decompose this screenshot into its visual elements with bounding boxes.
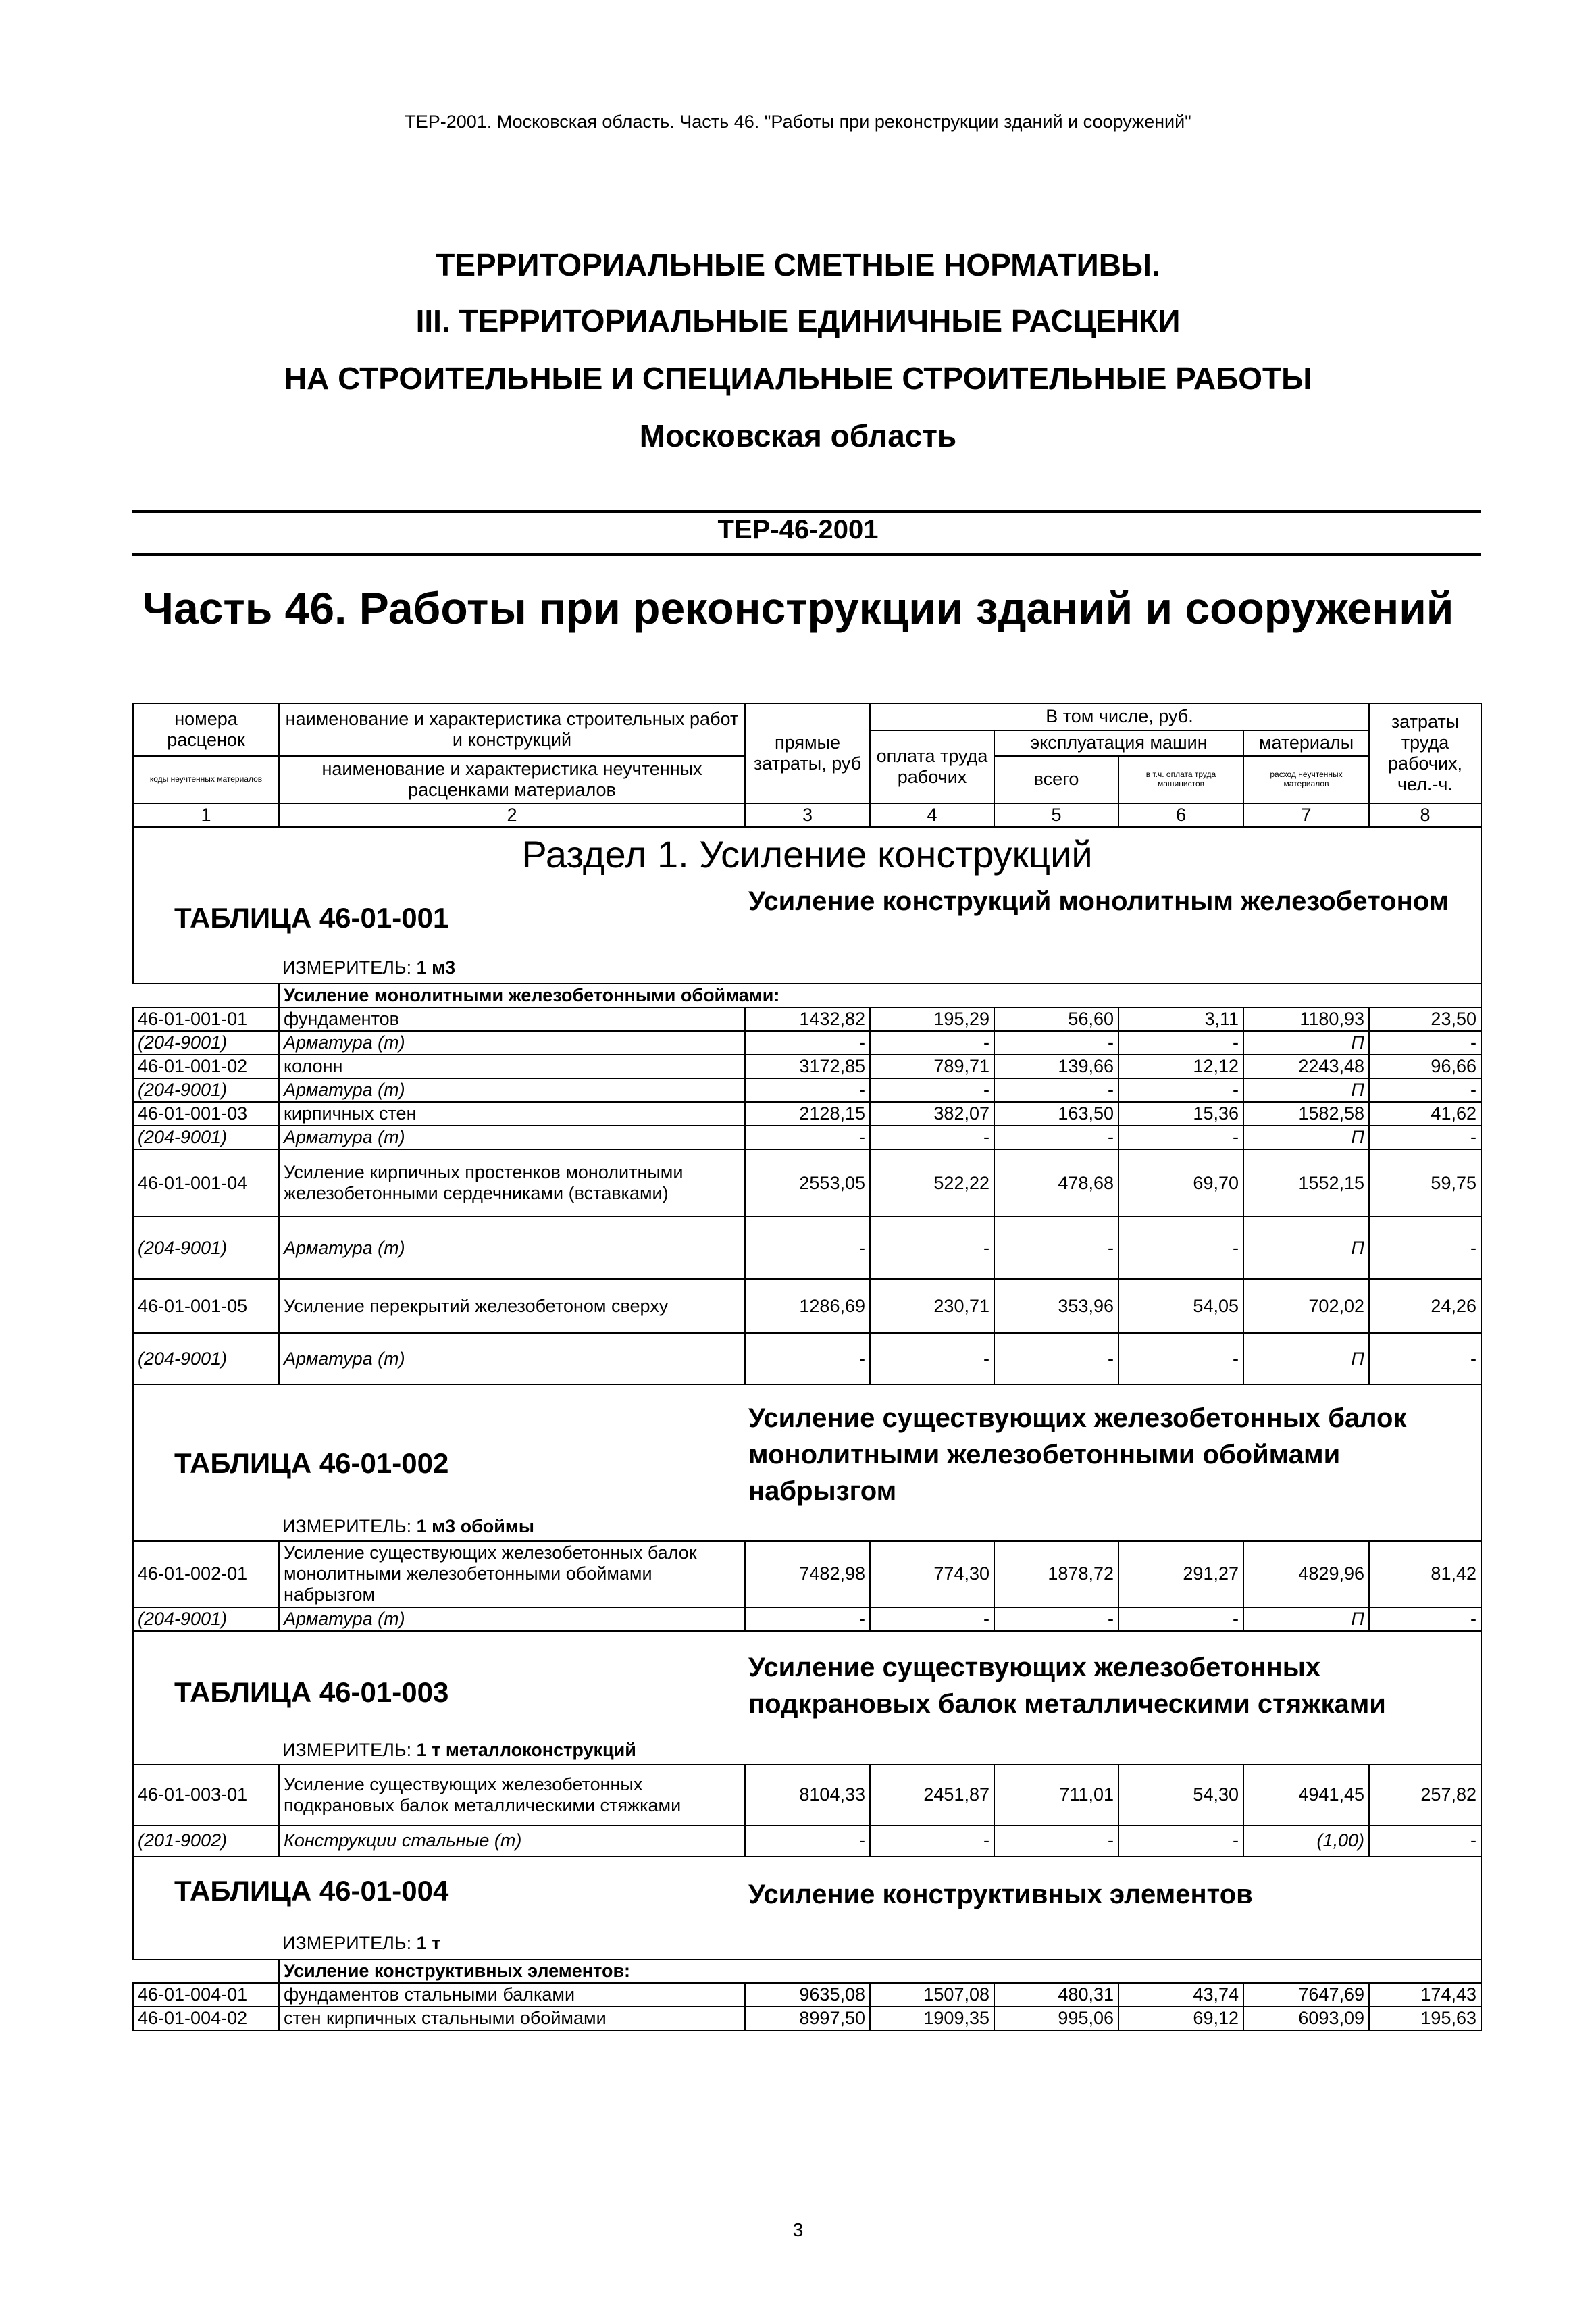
measure-unit: ИЗМЕРИТЕЛЬ: 1 м3 обоймы [282, 1516, 534, 1537]
measure-unit: ИЗМЕРИТЕЛЬ: 1 м3 [282, 957, 456, 978]
machinist-wages: 54,05 [1118, 1279, 1243, 1333]
col-header-direct-costs: прямые затраты, руб [745, 703, 870, 803]
col-header-material-codes: коды неучтенных материалов [133, 756, 279, 803]
rate-name: Усиление существующих железобетонных балок монолитными железобетонными обоймами набрызгом [279, 1541, 745, 1607]
table-row [133, 1149, 1481, 1217]
material-code: (201-9002) [133, 1826, 279, 1857]
measure-unit: ИЗМЕРИТЕЛЬ: 1 т [282, 1932, 441, 1953]
table-row [133, 1983, 1481, 2007]
cell: П [1243, 1333, 1369, 1384]
labor-hours: 24,26 [1369, 1279, 1481, 1333]
col-header-machines: эксплуатация машин [994, 730, 1243, 756]
table-row [133, 1031, 1481, 1055]
cell: - [1369, 1126, 1481, 1149]
cell: П [1243, 1126, 1369, 1149]
col-header-material-names: наименование и характеристика неучтенных расценками материалов [279, 756, 745, 803]
wages: 1507,08 [870, 1983, 994, 2007]
machines-total: 480,31 [994, 1983, 1118, 2007]
rates-table [132, 703, 1482, 2031]
rate-code: 46-01-004-02 [133, 2007, 279, 2030]
table-row [133, 1217, 1481, 1279]
col-header-machinist-wages: в т.ч. оплата труда машинистов [1118, 756, 1243, 803]
direct-costs: 9635,08 [745, 1983, 870, 2007]
machines-total: 56,60 [994, 1007, 1118, 1031]
materials: 6093,09 [1243, 2007, 1369, 2030]
table-row [133, 1279, 1481, 1333]
labor-hours: 41,62 [1369, 1102, 1481, 1126]
material-name: Арматура (т) [279, 1333, 745, 1384]
rate-name: стен кирпичных стальными обоймами [279, 2007, 745, 2030]
table-row [133, 1333, 1481, 1384]
cell: - [994, 1217, 1118, 1279]
materials: 4829,96 [1243, 1541, 1369, 1607]
labor-hours: 81,42 [1369, 1541, 1481, 1607]
materials: 7647,69 [1243, 1983, 1369, 2007]
materials: 702,02 [1243, 1279, 1369, 1333]
machinist-wages: 3,11 [1118, 1007, 1243, 1031]
materials: 4941,45 [1243, 1765, 1369, 1826]
cell: - [994, 1031, 1118, 1055]
col-header-wages: оплата труда рабочих [870, 730, 994, 803]
cell: - [1369, 1826, 1481, 1857]
rate-code: 46-01-001-04 [133, 1149, 279, 1217]
table-row [133, 1007, 1481, 1031]
machines-total: 711,01 [994, 1765, 1118, 1826]
cell: - [870, 1126, 994, 1149]
table-row [133, 1541, 1481, 1607]
col-header-labor-hours: затраты труда рабочих, чел.-ч. [1369, 703, 1481, 803]
machinist-wages: 69,12 [1118, 2007, 1243, 2030]
cell: - [1369, 1607, 1481, 1631]
wages: 2451,87 [870, 1765, 994, 1826]
materials: 1180,93 [1243, 1007, 1369, 1031]
rate-code: 46-01-001-03 [133, 1102, 279, 1126]
col-header-name: наименование и характеристика строительных работ и конструкций [279, 703, 745, 756]
cell: - [745, 1217, 870, 1279]
table-label: ТАБЛИЦА 46-01-004 [174, 1874, 449, 1907]
cell: - [745, 1826, 870, 1857]
rate-code: 46-01-002-01 [133, 1541, 279, 1607]
labor-hours: 257,82 [1369, 1765, 1481, 1826]
machinist-wages: 69,70 [1118, 1149, 1243, 1217]
cell: - [1369, 1078, 1481, 1102]
cell: - [1118, 1217, 1243, 1279]
materials: 1552,15 [1243, 1149, 1369, 1217]
col-header-machines-total: всего [994, 756, 1118, 803]
rate-code: 46-01-004-01 [133, 1983, 279, 2007]
group-heading: Усиление конструктивных элементов: [279, 1959, 1481, 1983]
cell: - [745, 1031, 870, 1055]
wages: 230,71 [870, 1279, 994, 1333]
machinist-wages: 291,27 [1118, 1541, 1243, 1607]
material-name: Арматура (т) [279, 1031, 745, 1055]
rate-code: 46-01-001-01 [133, 1007, 279, 1031]
title-line-1: ТЕРРИТОРИАЛЬНЫЕ СМЕТНЫЕ НОРМАТИВЫ. [436, 247, 1160, 282]
rate-name: колонн [279, 1055, 745, 1078]
direct-costs: 2128,15 [745, 1102, 870, 1126]
rate-name: Усиление существующих железобетонных подкрановых балок металлическими стяжками [279, 1765, 745, 1826]
direct-costs: 2553,05 [745, 1149, 870, 1217]
cell: - [870, 1607, 994, 1631]
section-title: Раздел 1. Усиление конструкций [521, 833, 1093, 876]
material-code: (204-9001) [133, 1217, 279, 1279]
cell: - [745, 1607, 870, 1631]
cell: - [870, 1031, 994, 1055]
rate-name: кирпичных стен [279, 1102, 745, 1126]
labor-hours: 96,66 [1369, 1055, 1481, 1078]
direct-costs: 8997,50 [745, 2007, 870, 2030]
running-header: ТЕР-2001. Московская область. Часть 46. "Работы при реконструкции зданий и сооружений" [405, 111, 1191, 132]
direct-costs: 3172,85 [745, 1055, 870, 1078]
table-label: ТАБЛИЦА 46-01-002 [174, 1447, 449, 1480]
table-title: Усиление существующих железобетонных балок монолитными железобетонными обоймами набрызгом [748, 1403, 1407, 1507]
machines-total: 353,96 [994, 1279, 1118, 1333]
table-title: Усиление существующих железобетонных подкрановых балок металлическими стяжками [748, 1652, 1386, 1719]
document-code: ТЕР-46-2001 [717, 515, 879, 545]
rate-code: 46-01-001-02 [133, 1055, 279, 1078]
rate-name: Усиление перекрытий железобетоном сверху [279, 1279, 745, 1333]
cell: - [994, 1607, 1118, 1631]
direct-costs: 1432,82 [745, 1007, 870, 1031]
cell: - [994, 1126, 1118, 1149]
material-name: Арматура (т) [279, 1607, 745, 1631]
rate-code: 46-01-001-05 [133, 1279, 279, 1333]
labor-hours: 174,43 [1369, 1983, 1481, 2007]
group-heading: Усиление монолитными железобетонными обоймами: [279, 984, 1481, 1007]
material-code: (204-9001) [133, 1126, 279, 1149]
cell: - [994, 1078, 1118, 1102]
cell: - [1118, 1333, 1243, 1384]
table-title: Усиление конструкций монолитным железобетоном [748, 886, 1449, 917]
material-code: (204-9001) [133, 1031, 279, 1055]
cell: - [870, 1826, 994, 1857]
rule-bottom [132, 553, 1481, 556]
machines-total: 1878,72 [994, 1541, 1118, 1607]
direct-costs: 8104,33 [745, 1765, 870, 1826]
machines-total: 163,50 [994, 1102, 1118, 1126]
machinist-wages: 12,12 [1118, 1055, 1243, 1078]
rate-name: фундаментов [279, 1007, 745, 1031]
part-title: Часть 46. Работы при реконструкции зданий и сооружений [142, 583, 1454, 633]
rate-code: 46-01-003-01 [133, 1765, 279, 1826]
col-header-material-consumption: расход неучтенных материалов [1243, 756, 1369, 803]
col-number: 3 [745, 803, 870, 827]
machinist-wages: 54,30 [1118, 1765, 1243, 1826]
col-number: 4 [870, 803, 994, 827]
cell: П [1243, 1217, 1369, 1279]
material-name: Арматура (т) [279, 1078, 745, 1102]
table-row [133, 1126, 1481, 1149]
table-label: ТАБЛИЦА 46-01-003 [174, 1676, 449, 1708]
measure-unit: ИЗМЕРИТЕЛЬ: 1 т металлоконструкций [282, 1739, 636, 1760]
machines-total: 995,06 [994, 2007, 1118, 2030]
cell: - [1118, 1826, 1243, 1857]
cell: П [1243, 1031, 1369, 1055]
labor-hours: 195,63 [1369, 2007, 1481, 2030]
machinist-wages: 15,36 [1118, 1102, 1243, 1126]
wages: 195,29 [870, 1007, 994, 1031]
table-row [133, 1102, 1481, 1126]
col-number: 5 [994, 803, 1118, 827]
col-number: 6 [1118, 803, 1243, 827]
table-row [133, 1078, 1481, 1102]
material-code: (204-9001) [133, 1607, 279, 1631]
col-number: 8 [1369, 803, 1481, 827]
cell: - [994, 1826, 1118, 1857]
cell: - [994, 1333, 1118, 1384]
col-number: 1 [133, 803, 279, 827]
labor-hours: 59,75 [1369, 1149, 1481, 1217]
cell: (1,00) [1243, 1826, 1369, 1857]
rule-top [132, 510, 1481, 513]
table-title: Усиление конструктивных элементов [748, 1879, 1253, 1909]
col-header-codes: номера расценок [133, 703, 279, 756]
cell: - [870, 1333, 994, 1384]
material-name: Конструкции стальные (т) [279, 1826, 745, 1857]
col-number: 7 [1243, 803, 1369, 827]
materials: 2243,48 [1243, 1055, 1369, 1078]
title-line-2: III. ТЕРРИТОРИАЛЬНЫЕ ЕДИНИЧНЫЕ РАСЦЕНКИ [415, 303, 1181, 338]
wages: 789,71 [870, 1055, 994, 1078]
cell: - [1369, 1031, 1481, 1055]
cell: - [1118, 1078, 1243, 1102]
title-line-3: НА СТРОИТЕЛЬНЫЕ И СПЕЦИАЛЬНЫЕ СТРОИТЕЛЬНЫЕ РАБОТЫ [284, 361, 1312, 396]
cell: - [745, 1078, 870, 1102]
cell: - [1118, 1607, 1243, 1631]
rate-name: фундаментов стальными балками [279, 1983, 745, 2007]
material-code: (204-9001) [133, 1078, 279, 1102]
labor-hours: 23,50 [1369, 1007, 1481, 1031]
wages: 522,22 [870, 1149, 994, 1217]
table-label: ТАБЛИЦА 46-01-001 [174, 902, 449, 934]
table-row [133, 2007, 1481, 2030]
table-row [133, 1826, 1481, 1857]
table-row [133, 1765, 1481, 1826]
wages: 382,07 [870, 1102, 994, 1126]
cell: - [1369, 1217, 1481, 1279]
page-number: 3 [792, 2219, 804, 2240]
rate-name: Усиление кирпичных простенков монолитными железобетонными сердечниками (вставками) [279, 1149, 745, 1217]
direct-costs: 7482,98 [745, 1541, 870, 1607]
materials: 1582,58 [1243, 1102, 1369, 1126]
cell: - [745, 1333, 870, 1384]
cell: - [870, 1078, 994, 1102]
material-name: Арматура (т) [279, 1217, 745, 1279]
wages: 774,30 [870, 1541, 994, 1607]
col-number: 2 [279, 803, 745, 827]
table-row [133, 1607, 1481, 1631]
cell: П [1243, 1607, 1369, 1631]
cell: П [1243, 1078, 1369, 1102]
cell: - [1118, 1126, 1243, 1149]
machines-total: 139,66 [994, 1055, 1118, 1078]
material-name: Арматура (т) [279, 1126, 745, 1149]
cell: - [1369, 1333, 1481, 1384]
table-row [133, 1055, 1481, 1078]
machines-total: 478,68 [994, 1149, 1118, 1217]
cell: - [745, 1126, 870, 1149]
machinist-wages: 43,74 [1118, 1983, 1243, 2007]
direct-costs: 1286,69 [745, 1279, 870, 1333]
col-header-including: В том числе, руб. [870, 703, 1369, 730]
title-region: Московская область [639, 418, 957, 453]
wages: 1909,35 [870, 2007, 994, 2030]
cell: - [1118, 1031, 1243, 1055]
cell: - [870, 1217, 994, 1279]
material-code: (204-9001) [133, 1333, 279, 1384]
col-header-materials: материалы [1243, 730, 1369, 756]
